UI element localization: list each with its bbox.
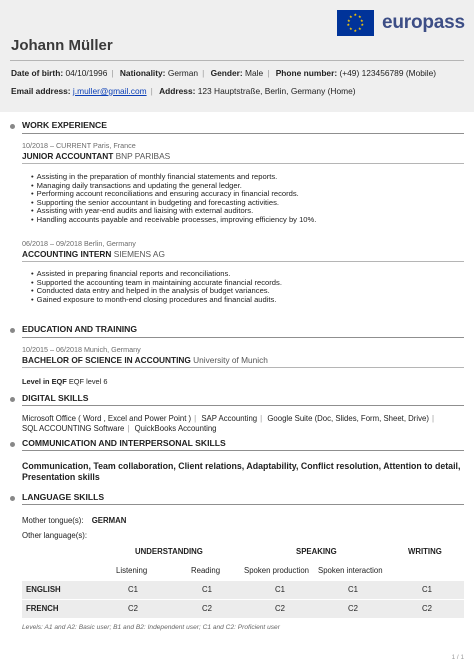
job-2-title [22,249,165,259]
communication-title: COMMUNICATION AND INTERPERSONAL SKILLS [22,438,226,448]
job-2-meta: 06/2018 – 09/2018 Berlin, Germany [22,239,136,248]
col-header-speaking: SPEAKING [296,547,337,556]
work-experience-title: WORK EXPERIENCE [22,120,107,130]
mother-tongue [22,516,126,525]
job-1-tasks [36,173,316,225]
list-item: • Conducted data entry and helped in the analysis of budget variances. [36,287,282,296]
gender-value: Male [245,68,264,78]
language-levels-footnote: Levels: A1 and A2: Basic user; B1 and B2: Independent user; C1 and C2: Proficient user [22,624,280,631]
list-item: • Managing daily transactions and updating the general ledger. [36,182,316,191]
email-label: Email address: [11,86,71,96]
language-name: ENGLISH [26,585,61,594]
digital-skill: SAP Accounting [201,414,258,423]
level-cell: C2 [422,604,432,613]
col-sub-reading: Reading [191,566,221,575]
level-cell: C1 [275,585,285,594]
mother-tongue-label: Mother tongue(s): [22,516,84,525]
personal-info-row-2: Email address: j.muller@gmail.com | Address: 123 Hauptstraße, Berlin, Germany (Home) [11,86,356,96]
school-name: University of Munich [193,355,268,365]
section-bullet-icon [10,442,15,447]
list-item: • Supporting the senior accountant in budgeting and forecasting activities. [36,199,316,208]
level-cell: C1 [202,585,212,594]
table-row [22,581,464,599]
col-sub-production: Spoken production [244,566,310,575]
level-cell: C2 [202,604,212,613]
address-value: 123 Hauptstraße, Berlin, Germany (Home) [197,86,356,96]
education-degree [22,355,268,365]
mother-tongue-value: GERMAN [91,516,127,525]
col-sub-interaction: Spoken interaction [318,566,383,575]
degree-name: BACHELOR OF SCIENCE IN ACCOUNTING [22,355,191,365]
level-cell: C1 [348,585,358,594]
section-bullet-icon [10,124,15,129]
eqf-level-value: EQF level 6 [68,377,108,386]
language-skills-title: LANGUAGE SKILLS [22,492,105,502]
digital-skills-row-1: Microsoft Office ( Word , Excel and Power Point ) | SAP Accounting | Google Suite (Doc, Slides, Form, Sheet, Drive) | [22,414,434,423]
education-title: EDUCATION AND TRAINING [22,324,138,334]
phone-label: Phone number: [275,68,338,78]
email-link[interactable]: j.muller@gmail.com [72,86,147,96]
education-divider [22,337,464,338]
dob-label: Date of birth: [11,68,64,78]
section-bullet-icon [10,328,15,333]
digital-divider [22,405,464,406]
gender-label: Gender: [210,68,243,78]
europass-logo [337,10,465,36]
section-bullet-icon [10,496,15,501]
other-languages-label: Other language(s): [22,531,88,540]
col-sub-listening: Listening [116,566,148,575]
cv-header [0,0,474,112]
work-divider [22,133,464,134]
list-item: • Assisting with year-end audits and liaising with external auditors. [36,207,316,216]
job-1-company: BNP PARIBAS [115,151,171,161]
list-item: • Assisted in preparing financial reports and reconciliations. [36,270,282,279]
level-cell: C2 [128,604,138,613]
communication-skills-text: Communication, Team collaboration, Client relations, Adaptability, Conflict resolution, Attention to detail, Presentation skills [22,461,461,482]
address-label: Address: [159,86,196,96]
education-meta: 10/2015 – 06/2018 Munich, Germany [22,345,141,354]
section-bullet-icon [10,397,15,402]
job-1-role: JUNIOR ACCOUNTANT [22,151,114,161]
eu-flag-icon: ★ ★ ★ ★ ★ ★ ★ ★ ★ ★ [337,10,374,36]
language-divider [22,504,464,505]
level-cell: C1 [128,585,138,594]
digital-skill: QuickBooks Accounting [134,424,217,433]
job-2-role: ACCOUNTING INTERN [22,249,112,259]
eqf-level-label: Level in EQF [22,377,67,386]
header-divider [10,60,464,61]
nationality-label: Nationality: [119,68,166,78]
job-2-company: SIEMENS AG [113,249,165,259]
col-header-writing: WRITING [408,547,442,556]
table-row [22,600,464,618]
nationality-value: German [167,68,199,78]
list-item: • Handling accounts payable and receivable processes, improving efficiency by 10%. [36,216,316,225]
list-item: • Performing account reconciliations and ensuring accuracy in financial records. [36,190,316,199]
dob-value: 04/10/1996 [65,68,108,78]
col-header-understanding: UNDERSTANDING [135,547,203,556]
job-2-divider [22,261,464,262]
job-1-meta: 10/2018 – CURRENT Paris, France [22,141,136,150]
list-item: • Gained exposure to month-end closing procedures and financial audits. [36,296,282,305]
page-number: 1 / 1 [451,654,464,661]
job-1-divider [22,163,464,164]
list-item: • Supported the accounting team in maintaining accurate financial records. [36,279,282,288]
education-sub-divider [22,367,464,368]
person-name: Johann Müller [11,37,113,54]
personal-info-row-1: Date of birth: 04/10/1996 | Nationality: German | Gender: Male | Phone number: (+49) 123456789 (Mobile) [11,68,437,78]
digital-skill: Microsoft Office ( Word , Excel and Power Point ) [22,414,192,423]
level-cell: C2 [348,604,358,613]
eqf-level [22,377,107,386]
digital-skills-title: DIGITAL SKILLS [22,393,89,403]
list-item: • Assisting in the preparation of monthly financial statements and reports. [36,173,316,182]
language-name: FRENCH [26,604,59,613]
phone-value: (+49) 123456789 (Mobile) [339,68,437,78]
job-2-tasks [36,270,282,304]
level-cell: C2 [275,604,285,613]
digital-skill: Google Suite (Doc, Slides, Form, Sheet, Drive) [267,414,429,423]
communication-divider [22,450,464,451]
digital-skills-row-2: SQL ACCOUNTING Software | QuickBooks Accounting [22,424,217,433]
level-cell: C1 [422,585,432,594]
digital-skill: SQL ACCOUNTING Software [22,424,125,433]
europass-wordmark: europass [382,12,465,33]
job-1-title [22,151,170,161]
